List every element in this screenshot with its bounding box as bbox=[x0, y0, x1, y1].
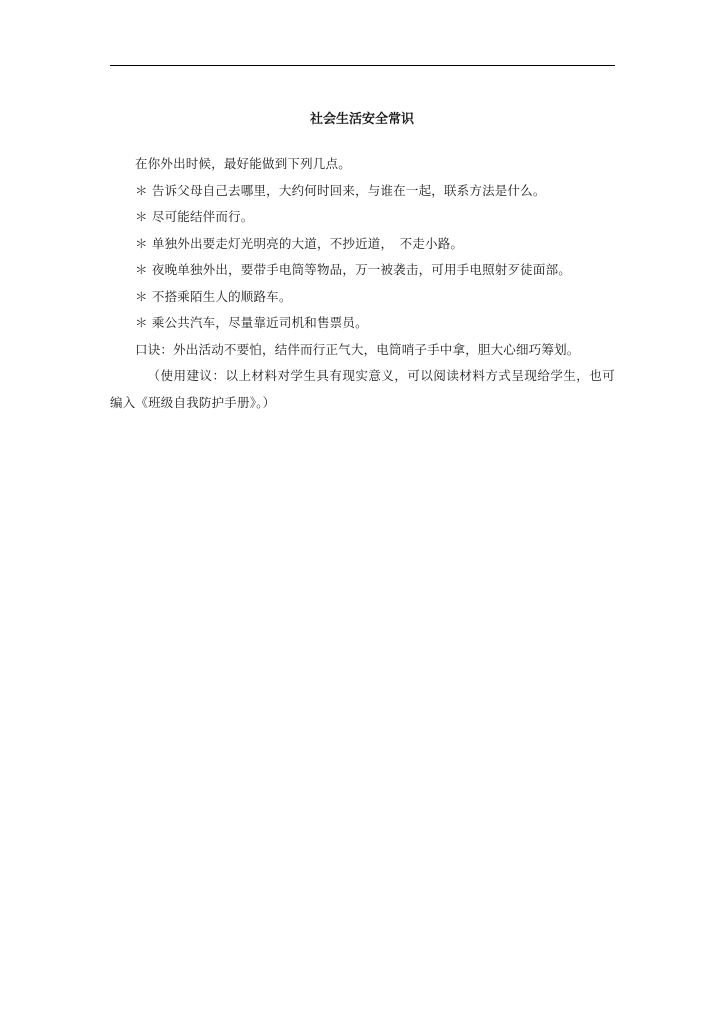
document-title: 社会生活安全常识 bbox=[309, 112, 414, 127]
paragraph-bus-safety: ＊ 乘公共汽车，尽量靠近司机和售票员。 bbox=[135, 315, 368, 330]
paragraph-intro: 在你外出时候，最好能做到下列几点。 bbox=[135, 156, 351, 171]
header-rule bbox=[110, 65, 615, 66]
paragraph-no-stranger-rides: ＊ 不搭乘陌生人的顺路车。 bbox=[135, 288, 292, 304]
paragraph-go-together: ＊ 尽可能结伴而行。 bbox=[135, 209, 254, 224]
paragraph-flashlight: ＊ 夜晚单独外出，要带手电筒等物品，万一被袭击，可用手电照射歹徒面部。 bbox=[135, 262, 571, 277]
document-body bbox=[110, 151, 615, 416]
paragraph-tell-parents: ＊ 告诉父母自己去哪里，大约何时回来，与谁在一起，联系方法是什么。 bbox=[135, 182, 546, 198]
paragraph-rhyme: 口诀：外出活动不要怕，结伴而行正气大，电筒哨子手中拿，胆大心细巧筹划。 bbox=[135, 341, 580, 357]
paragraph-lit-roads: ＊ 单独外出要走灯光明亮的大道，不抄近道， 不走小路。 bbox=[135, 235, 464, 251]
paragraph-usage-tip: （使用建议：以上材料对学生具有现实意义，可以阅读材料方式呈现给学生，也可编入《班级自我防护手册》。） bbox=[110, 368, 615, 410]
